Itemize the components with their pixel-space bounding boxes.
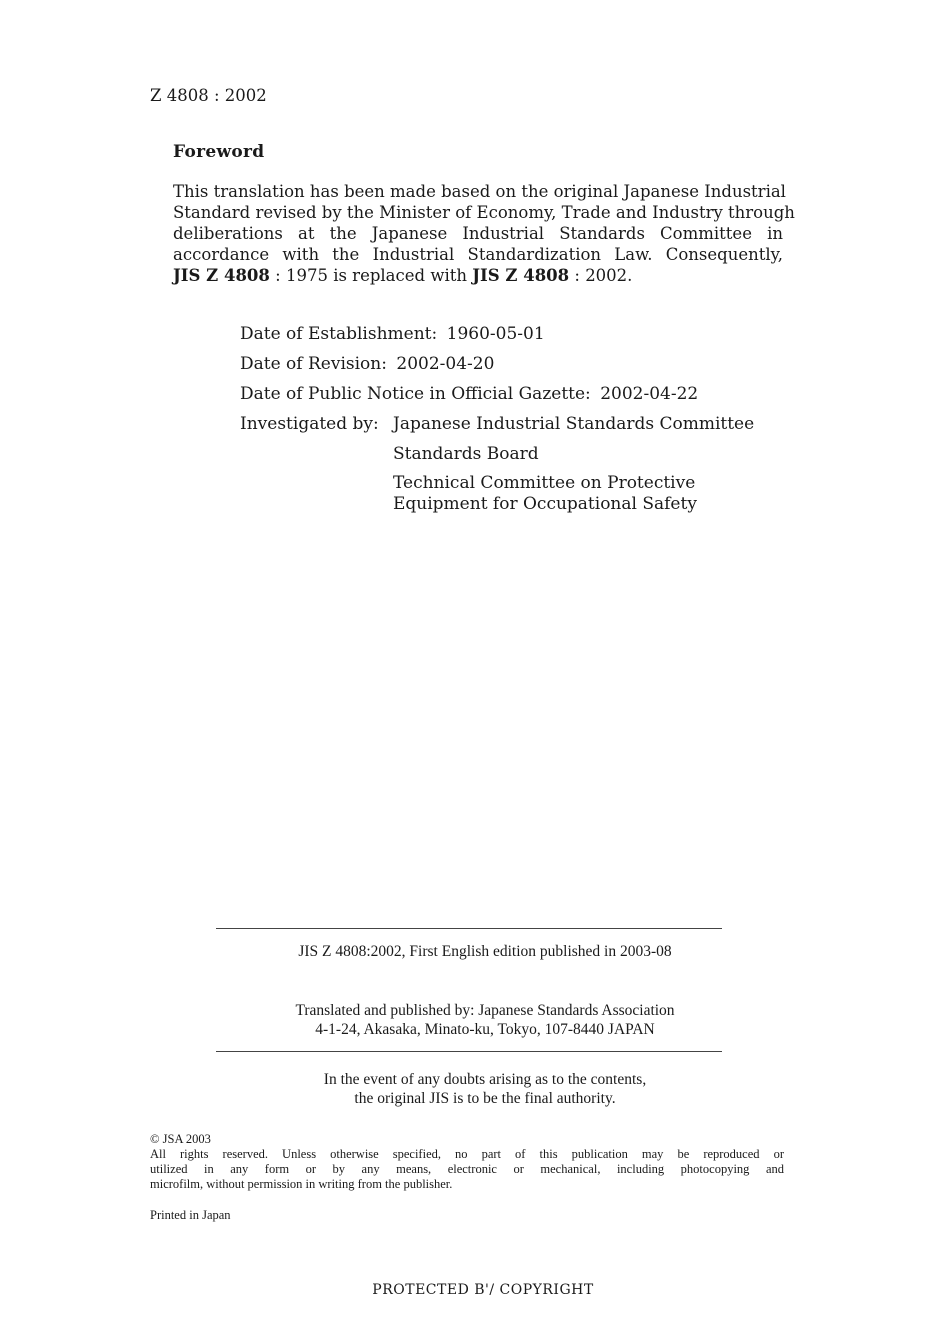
- establishment-date-row: [240, 324, 545, 344]
- investigator-line: Technical Committee on Protective: [393, 473, 696, 493]
- public-notice-date-row: [240, 384, 698, 404]
- revision-date-value: 2002-04-20: [396, 354, 495, 374]
- authority-line-2: the original JIS is to be the final authority.: [354, 1090, 616, 1107]
- copyright-notice: [150, 1132, 784, 1192]
- foreword-paragraph: [173, 181, 795, 286]
- establishment-date-label: Date of Establishment:: [240, 324, 438, 344]
- edition-statement: JIS Z 4808:2002, First English edition published in 2003-08: [298, 943, 672, 960]
- copyright-owner: © JSA 2003: [150, 1132, 211, 1146]
- standard-ref-new: JIS Z 4808: [472, 266, 570, 285]
- document-number: Z 4808 : 2002: [150, 86, 267, 105]
- copyright-line: utilized in any form or by any means, electronic or mechanical, including photocopying and: [150, 1162, 784, 1176]
- foreword-line-last: [173, 265, 783, 286]
- revision-date-label: Date of Revision:: [240, 354, 387, 374]
- printed-in: Printed in Japan: [150, 1208, 231, 1222]
- authority-line-1: In the event of any doubts arising as to the contents,: [323, 1071, 647, 1088]
- standard-ref-old-year: : 1975 is replaced with: [269, 266, 473, 285]
- investigated-by-label: Investigated by:: [240, 414, 379, 434]
- public-notice-date-label: Date of Public Notice in Official Gazette:: [240, 384, 591, 404]
- publisher-line-1: Translated and published by: Japanese Standards Association: [295, 1002, 675, 1019]
- revision-date-row: [240, 354, 494, 374]
- foreword-line: accordance with the Industrial Standardization Law. Consequently,: [173, 245, 783, 264]
- public-notice-date-value: 2002-04-22: [600, 384, 699, 404]
- investigator-line: Equipment for Occupational Safety: [393, 494, 697, 514]
- standard-ref-new-year: : 2002.: [569, 266, 633, 285]
- divider-top: [216, 928, 722, 929]
- publisher-address: 4-1-24, Akasaka, Minato-ku, Tokyo, 107-8440 JAPAN: [315, 1021, 655, 1038]
- copyright-line-last: microfilm, without permission in writing from the publisher.: [150, 1177, 453, 1191]
- copyright-footer: PROTECTED B'/ COPYRIGHT: [372, 1282, 594, 1298]
- standard-ref-old: JIS Z 4808: [173, 266, 270, 285]
- investigator-line: Japanese Industrial Standards Committee: [393, 414, 755, 434]
- foreword-heading: Foreword: [173, 142, 265, 162]
- foreword-line: deliberations at the Japanese Industrial Standards Committee in: [173, 224, 783, 243]
- investigator-line: Standards Board: [393, 444, 539, 464]
- foreword-line: This translation has been made based on the original Japanese Industrial: [173, 182, 786, 201]
- establishment-date-value: 1960-05-01: [446, 324, 545, 344]
- copyright-line: All rights reserved. Unless otherwise specified, no part of this publication may be reproduced or: [150, 1147, 784, 1161]
- divider-bottom: [216, 1051, 722, 1052]
- foreword-line: Standard revised by the Minister of Economy, Trade and Industry through: [173, 203, 795, 222]
